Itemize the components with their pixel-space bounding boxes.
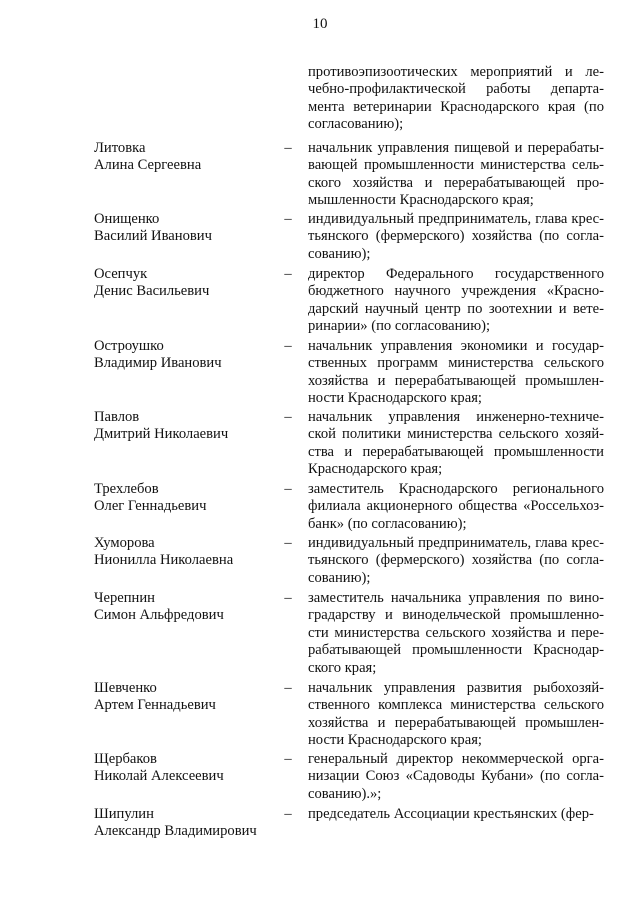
desc-line: Краснодарского края; xyxy=(308,461,443,478)
member-given-name: Артем Геннадьевич xyxy=(94,697,216,714)
continuation-text xyxy=(308,64,604,134)
member-surname: Шипулин xyxy=(94,806,154,822)
desc-line: банк» (по согласованию); xyxy=(308,515,467,532)
desc-line: тьянского (фермерского) хозяйства (по согла- xyxy=(308,552,604,569)
member-given-name: Александр Владимирович xyxy=(94,823,257,840)
member-surname: Павлов xyxy=(94,409,140,425)
member-given-name: Василий Иванович xyxy=(94,228,212,245)
desc-line: мышленности Краснодарского края; xyxy=(308,192,534,209)
desc-line: директор Федерального государственного xyxy=(308,266,604,282)
dash-separator: – xyxy=(284,806,292,822)
desc-line: согласованию); xyxy=(308,116,404,133)
member-name xyxy=(94,481,284,516)
dash-separator: – xyxy=(284,481,292,497)
desc-line: градарству и винодельческой промышленно- xyxy=(308,607,604,624)
desc-line: рабатывающей промышленности Краснодар- xyxy=(308,642,604,659)
member-name xyxy=(94,680,284,715)
desc-line: ности Краснодарского края; xyxy=(308,732,482,749)
dash-separator: – xyxy=(284,680,292,696)
member-surname: Литовка xyxy=(94,140,146,156)
member-name xyxy=(94,751,284,786)
desc-line: ственных программ министерства сельского xyxy=(308,355,604,372)
desc-line: председатель Ассоциации крестьянских (фер- xyxy=(308,806,594,822)
member-given-name: Олег Геннадьевич xyxy=(94,498,207,515)
desc-line: вающей промышленности министерства сель- xyxy=(308,157,604,174)
desc-line: начальник управления пищевой и перерабаты- xyxy=(308,140,604,156)
desc-line: заместитель начальника управления по вино- xyxy=(308,590,604,606)
member-surname: Остроушко xyxy=(94,338,164,354)
dash-separator: – xyxy=(284,338,292,354)
member-position xyxy=(308,806,604,823)
dash-separator: – xyxy=(284,211,292,227)
desc-line: ственного комплекса министерства сельского xyxy=(308,697,604,714)
member-position xyxy=(308,481,604,533)
desc-line: хозяйства и перерабатывающей промышлен- xyxy=(308,714,604,731)
member-given-name: Нионилла Николаевна xyxy=(94,552,234,569)
desc-line: заместитель Краснодарского регионального xyxy=(308,481,604,497)
member-surname: Шевченко xyxy=(94,680,157,696)
desc-line: ства и перерабатывающей промышленности xyxy=(308,443,604,460)
member-position xyxy=(308,409,604,479)
member-name xyxy=(94,338,284,373)
desc-line: филиала акционерного общества «Россельхоз- xyxy=(308,498,604,515)
desc-line: ности Краснодарского края; xyxy=(308,390,482,407)
member-surname: Щербаков xyxy=(94,751,157,767)
member-name xyxy=(94,211,284,246)
member-position xyxy=(308,590,604,677)
desc-line: мента ветеринарии Краснодарского края (по xyxy=(308,98,604,115)
member-name xyxy=(94,266,284,301)
desc-line: индивидуальный предприниматель, глава крес- xyxy=(308,535,604,551)
member-position xyxy=(308,140,604,210)
member-surname: Хуморова xyxy=(94,535,155,551)
member-given-name: Денис Васильевич xyxy=(94,283,210,300)
member-surname: Черепнин xyxy=(94,590,155,606)
desc-line: начальник управления экономики и государ- xyxy=(308,338,604,354)
desc-line: тьянского (фермерского) хозяйства (по согла- xyxy=(308,228,604,245)
desc-line: начальник управления инженерно-техниче- xyxy=(308,409,604,425)
dash-separator: – xyxy=(284,590,292,606)
desc-line: начальник управления развития рыбохозяй- xyxy=(308,680,604,696)
desc-line: низации Союз «Садоводы Кубани» (по согла- xyxy=(308,768,604,785)
member-position xyxy=(308,266,604,336)
desc-line: сованию); xyxy=(308,245,371,262)
member-name xyxy=(94,535,284,570)
dash-separator: – xyxy=(284,140,292,156)
member-given-name: Владимир Иванович xyxy=(94,355,222,372)
desc-line: сованию); xyxy=(308,569,371,586)
desc-line: генеральный директор некоммерческой орга- xyxy=(308,751,604,767)
member-position xyxy=(308,680,604,750)
desc-line: индивидуальный предприниматель, глава крес- xyxy=(308,211,604,227)
desc-line: ского хозяйства и перерабатывающей про- xyxy=(308,174,604,191)
desc-line: бюджетного научного учреждения «Красно- xyxy=(308,283,604,300)
dash-separator: – xyxy=(284,751,292,767)
member-position xyxy=(308,338,604,408)
desc-line: ской политики министерства сельского хозяй- xyxy=(308,426,604,443)
member-given-name: Дмитрий Николаевич xyxy=(94,426,229,443)
dash-separator: – xyxy=(284,266,292,282)
member-name xyxy=(94,806,284,841)
member-position xyxy=(308,751,604,803)
dash-separator: – xyxy=(284,535,292,551)
desc-line: хозяйства и перерабатывающей промышлен- xyxy=(308,372,604,389)
member-position xyxy=(308,535,604,587)
desc-line: противоэпизоотических мероприятий и ле- xyxy=(308,64,604,80)
dash-separator: – xyxy=(284,409,292,425)
desc-line: ринарии» (по согласованию); xyxy=(308,318,491,335)
member-position xyxy=(308,211,604,263)
member-name xyxy=(94,409,284,444)
desc-line: ского края; xyxy=(308,659,377,676)
member-surname: Онищенко xyxy=(94,211,160,227)
page-number: 10 xyxy=(312,16,328,32)
member-given-name: Симон Альфредович xyxy=(94,607,224,624)
member-given-name: Николай Алексеевич xyxy=(94,768,224,785)
member-name xyxy=(94,590,284,625)
desc-line: дарский научный центр по зоотехнии и вете- xyxy=(308,300,604,317)
desc-line: чебно-профилактической работы департа- xyxy=(308,81,604,98)
member-surname: Осепчук xyxy=(94,266,148,282)
desc-line: сованию).»; xyxy=(308,785,382,802)
member-surname: Трехлебов xyxy=(94,481,159,497)
member-given-name: Алина Сергеевна xyxy=(94,157,202,174)
desc-line: сти министерства сельского хозяйства и пере- xyxy=(308,624,604,641)
member-name xyxy=(94,140,284,175)
